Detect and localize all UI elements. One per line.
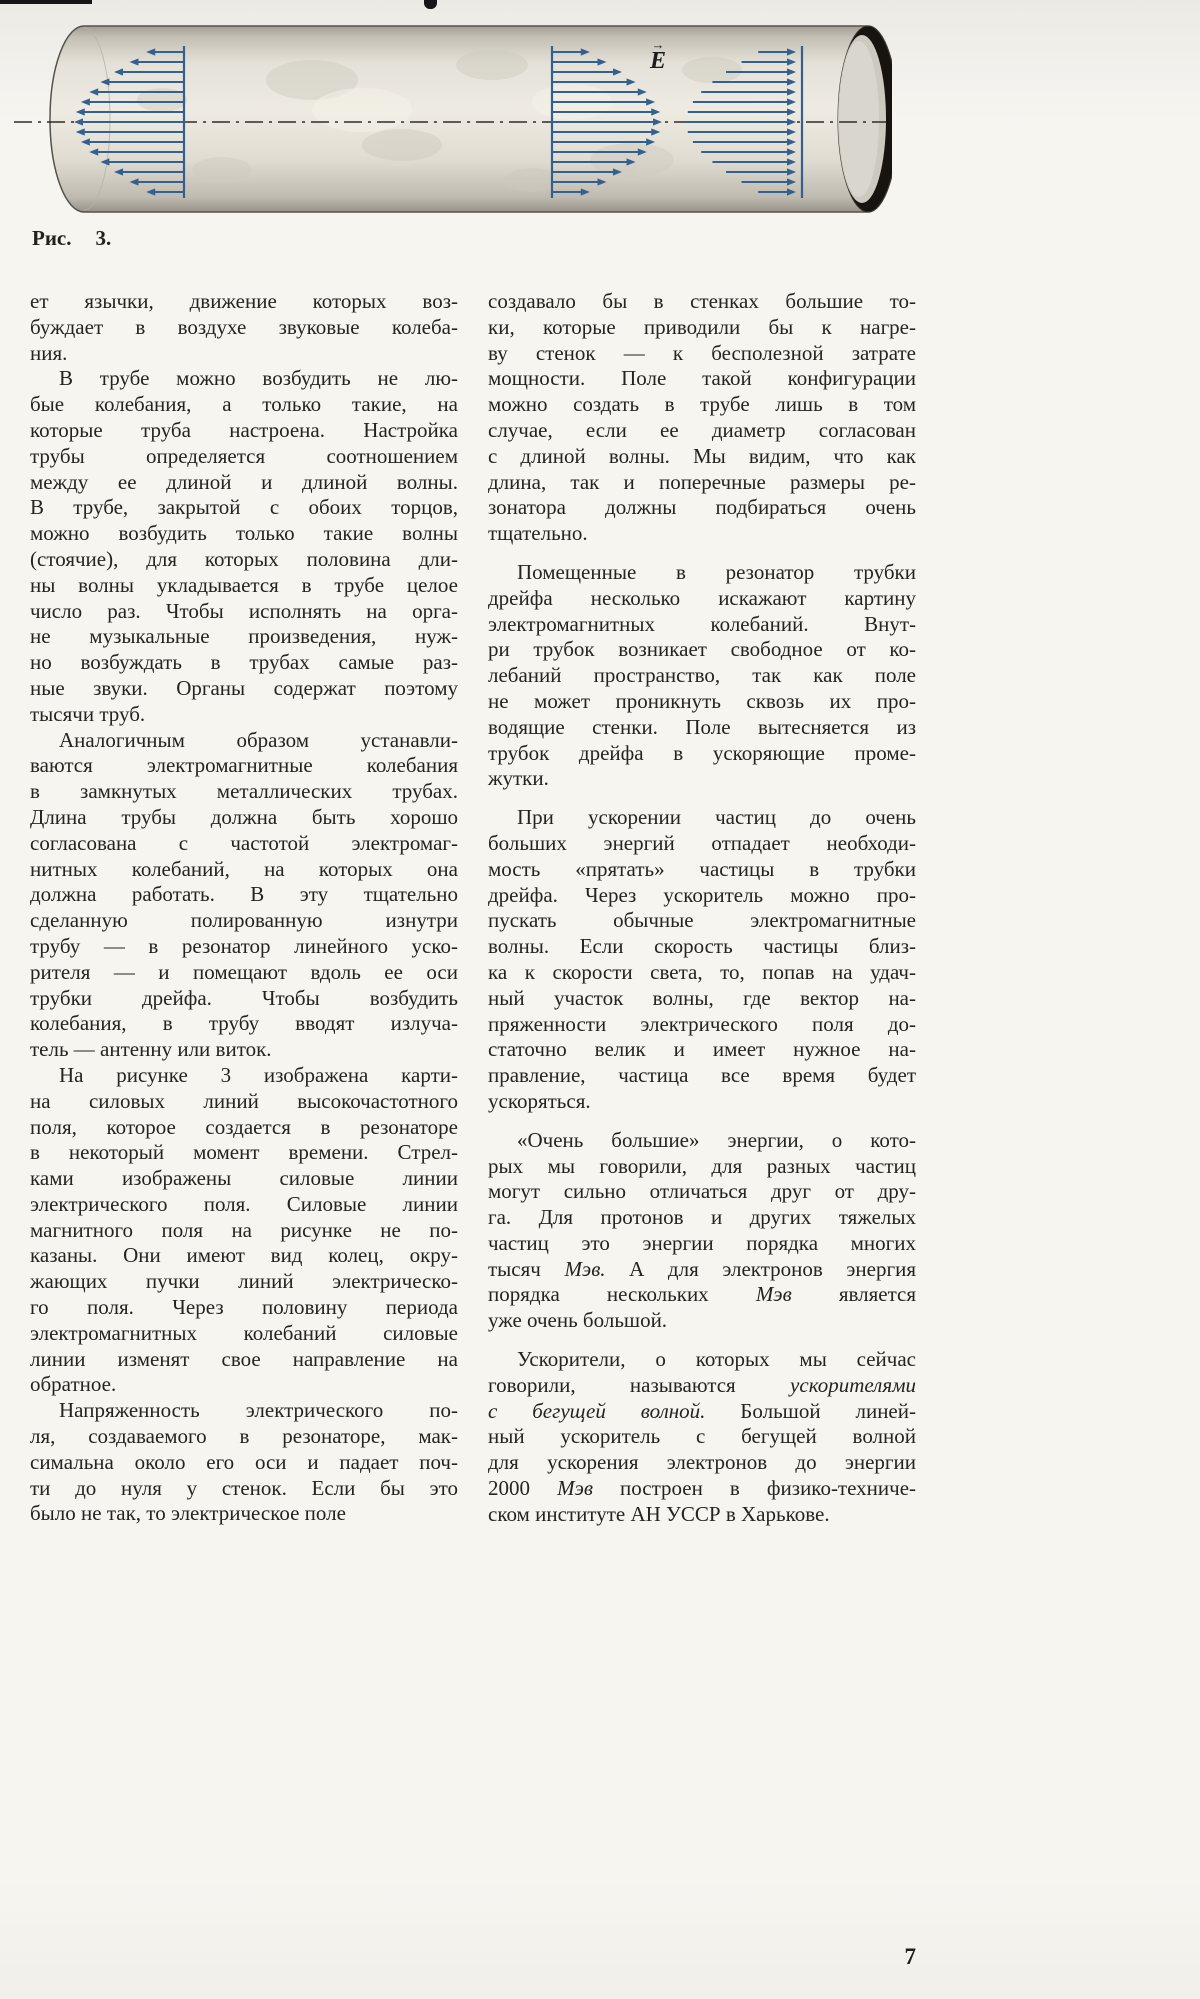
text-run: электромагнитных колебаний. Внут- [488, 611, 916, 636]
text-line [488, 560, 916, 586]
text-run: рителя — и помещают вдоль ее оси [30, 959, 458, 984]
text-line [488, 521, 916, 547]
text-run: казаны. Они имеют вид колец, окру- [30, 1243, 458, 1268]
text-line [488, 1373, 916, 1399]
text-line [30, 289, 458, 315]
text-line [488, 934, 916, 960]
text-run: га. Для протонов и других тяжелых [488, 1205, 916, 1230]
text-run: водящие стенки. Поле вытесняется из [488, 714, 916, 739]
text-line [488, 1012, 916, 1038]
text-run: ный участок волны, где вектор на- [488, 985, 916, 1010]
text-run: Большой линей- [705, 1398, 916, 1423]
text-line [30, 444, 458, 470]
text-run: При ускорении частиц до очень [517, 805, 916, 830]
text-run: должна работать. В эту тщательно [30, 882, 458, 907]
text-line [30, 960, 458, 986]
text-line [30, 1192, 458, 1218]
text-run: электрического поля. Силовые линии [30, 1191, 458, 1216]
text-line [30, 779, 458, 805]
text-run: электромагнитных колебаний силовые [30, 1320, 458, 1345]
text-line [488, 612, 916, 638]
text-line [488, 715, 916, 741]
text-run: буждает в воздухе звуковые колеба- [30, 314, 458, 339]
text-run: не музыкальные произведения, нуж- [30, 624, 458, 649]
text-line [488, 766, 916, 792]
text-line [30, 882, 458, 908]
text-line [30, 1243, 458, 1269]
text-run: тысячи труб. [30, 701, 146, 726]
text-run: с длиной волны. Мы видим, что как [488, 443, 916, 468]
paragraph [30, 289, 458, 366]
text-line [30, 1347, 458, 1373]
paragraph [30, 1063, 458, 1398]
text-line [30, 676, 458, 702]
paragraph [30, 1398, 458, 1527]
text-line [30, 753, 458, 779]
text-line [30, 986, 458, 1012]
text-line [488, 831, 916, 857]
text-run: не может проникнуть сквозь их про- [488, 688, 916, 713]
resonator-tube-figure [12, 10, 892, 224]
text-line [488, 1502, 916, 1528]
text-run: ные звуки. Органы содержат поэтому [30, 675, 458, 700]
text-line [488, 366, 916, 392]
text-line [30, 1011, 458, 1037]
text-run: статочно велик и имеет нужное на- [488, 1037, 916, 1062]
text-run: которые труба настроена. Настройка [30, 417, 458, 442]
text-run: но возбуждать в трубах самые раз- [30, 650, 458, 675]
text-run: ния. [30, 340, 68, 365]
text-line [488, 495, 916, 521]
text-run: создавало бы в стенках большие то- [488, 289, 916, 313]
text-run: магнитного поля на рисунке не по- [30, 1217, 458, 1242]
italic-text-run: Мэв. [564, 1256, 606, 1281]
text-column-right [488, 289, 916, 1528]
text-line [488, 883, 916, 909]
text-run: Аналогичным образом устанавли- [59, 727, 458, 752]
text-line [30, 1115, 458, 1141]
text-run: симальна около его оси и падает поч- [30, 1449, 458, 1474]
text-line [30, 1140, 458, 1166]
text-run: лебаний пространство, так как поле [488, 663, 916, 688]
text-line [30, 702, 458, 728]
text-line [30, 1218, 458, 1244]
text-line [488, 1476, 916, 1502]
figure-caption [32, 226, 111, 251]
text-run: 2000 [488, 1476, 558, 1501]
scan-artifact-top-left [0, 0, 92, 4]
vector-arrow-icon: → [651, 37, 665, 52]
text-run: трубу — в резонатор линейного уско- [30, 933, 458, 958]
text-line [488, 1063, 916, 1089]
text-run: жающих пучки линий электрическо- [30, 1269, 458, 1294]
text-line [488, 1450, 916, 1476]
text-run: дрейфа. Через ускоритель можно про- [488, 882, 916, 907]
text-run: дрейфа несколько искажают картину [488, 585, 916, 610]
paragraph [488, 560, 916, 792]
text-run: линии изменят свое направление на [30, 1346, 458, 1371]
text-run: между ее длиной и длиной волны. [30, 469, 458, 494]
text-line [30, 1398, 458, 1424]
text-run: ваются электромагнитные колебания [30, 753, 458, 778]
text-line [30, 521, 458, 547]
text-run: для ускорения электронов до энергии [488, 1450, 916, 1475]
text-run: жутки. [488, 766, 549, 791]
paragraph [488, 289, 916, 547]
text-line [488, 741, 916, 767]
text-run: ка к скорости света, то, попав на удач- [488, 959, 916, 984]
text-run: сделанную полированную изнутри [30, 908, 458, 933]
text-run: трубок дрейфа в ускоряющие проме- [488, 740, 916, 765]
text-run: случае, если ее диаметр согласован [488, 417, 916, 442]
text-run: Ускорители, о которых мы сейчас [517, 1347, 916, 1372]
paragraph [488, 1347, 916, 1528]
text-run: можно создать в трубе лишь в том [488, 392, 916, 417]
text-line [488, 444, 916, 470]
text-line [488, 289, 916, 315]
text-line [488, 1037, 916, 1063]
text-run: Длина трубы должна быть хорошо [30, 804, 458, 829]
text-line [30, 908, 458, 934]
italic-text-run: Мэв [755, 1282, 792, 1307]
text-line [488, 805, 916, 831]
text-run: в замкнутых металлических трубах. [30, 779, 458, 804]
text-line [30, 1424, 458, 1450]
paragraph [30, 728, 458, 1063]
text-run: нитных колебаний, на которых она [30, 856, 458, 881]
text-run: зонатора должны подбираться очень [488, 495, 916, 520]
text-run: обратное. [30, 1372, 117, 1397]
text-run: говорили, называются [488, 1372, 791, 1397]
text-run: «Очень большие» энергии, о кото- [517, 1127, 916, 1152]
text-run: го поля. Через половину периода [30, 1295, 458, 1320]
text-run: пускать обычные электромагнитные [488, 908, 916, 933]
text-run: Помещенные в резонатор трубки [517, 559, 916, 584]
text-line [488, 341, 916, 367]
text-run: было не так, то электрическое поле [30, 1501, 346, 1526]
text-line [30, 366, 458, 392]
text-run: правление, частица все время будет [488, 1063, 916, 1088]
italic-text-run: ускорителями [790, 1372, 916, 1397]
text-line [488, 470, 916, 496]
text-line [488, 1089, 916, 1115]
text-run: ти до нуля у стенок. Если бы это [30, 1475, 458, 1500]
text-line [30, 1372, 458, 1398]
text-line [30, 1269, 458, 1295]
text-line [488, 586, 916, 612]
text-line [488, 315, 916, 341]
text-run: пряженности электрического поля до- [488, 1011, 916, 1036]
text-line [30, 624, 458, 650]
text-run: тысяч [488, 1256, 565, 1281]
text-line [488, 392, 916, 418]
text-line [488, 637, 916, 663]
text-line [30, 1321, 458, 1347]
text-line [30, 805, 458, 831]
text-line [30, 1476, 458, 1502]
text-run: рых мы говорили, для разных частиц [488, 1153, 916, 1178]
text-run: ны волны укладывается в трубе целое [30, 572, 458, 597]
text-line [488, 857, 916, 883]
scan-artifact-top-center [424, 0, 437, 9]
text-line [30, 650, 458, 676]
text-line [488, 1424, 916, 1450]
text-run: ском институте АН УССР в Харькове. [488, 1501, 830, 1526]
text-run: волны. Если скорость частицы близ- [488, 934, 916, 959]
italic-text-run: с бегущей волной. [488, 1398, 706, 1423]
text-run: ускоряться. [488, 1088, 591, 1113]
paragraph [488, 1128, 916, 1334]
text-run: является [791, 1282, 916, 1307]
text-line [488, 1154, 916, 1180]
text-run: ри трубок возникает свободное от ко- [488, 637, 916, 662]
text-run: поля, которое создается в резонаторе [30, 1114, 458, 1139]
text-run: колебания, в трубу вводят излуча- [30, 1011, 458, 1036]
text-run: ля, создаваемого в резонаторе, мак- [30, 1424, 458, 1449]
text-run: тщательно. [488, 521, 588, 546]
text-run: в некоторый момент времени. Стрел- [30, 1140, 458, 1165]
text-column-left [30, 289, 458, 1527]
text-line [30, 418, 458, 444]
text-line [30, 934, 458, 960]
italic-text-run: Мэв [557, 1476, 593, 1501]
text-run: мощности. Поле такой конфигурации [488, 366, 916, 391]
text-run: частиц это энергии порядка многих [488, 1230, 916, 1255]
text-line [30, 1063, 458, 1089]
text-run: ный ускоритель с бегущей волной [488, 1424, 916, 1449]
text-line [30, 315, 458, 341]
figure-3 [12, 10, 892, 224]
paragraph [30, 366, 458, 727]
text-run: Напряженность электрического по- [59, 1398, 458, 1423]
paragraph [488, 805, 916, 1115]
text-line [30, 1295, 458, 1321]
text-run: ки, которые приводили бы к нагре- [488, 314, 916, 339]
text-line [488, 689, 916, 715]
text-run: уже очень большой. [488, 1308, 668, 1333]
text-line [488, 986, 916, 1012]
text-run: В трубе можно возбудить не лю- [59, 366, 458, 391]
text-line [30, 495, 458, 521]
text-run: построен в физико-техниче- [592, 1476, 917, 1501]
text-line [30, 547, 458, 573]
text-run: длина, так и поперечные размеры ре- [488, 469, 916, 494]
text-line [30, 392, 458, 418]
text-line [30, 1089, 458, 1115]
text-run: ет язычки, движение которых воз- [30, 289, 458, 313]
text-line [30, 857, 458, 883]
text-line [488, 663, 916, 689]
text-line [30, 728, 458, 754]
text-line [30, 599, 458, 625]
text-run: можно возбудить только такие волны [30, 521, 458, 546]
text-run: больших энергий отпадает необходи- [488, 830, 916, 855]
text-run: порядка нескольких [488, 1282, 756, 1307]
text-run: трубки дрейфа. Чтобы возбудить [30, 985, 458, 1010]
text-run: тель — антенну или виток. [30, 1037, 272, 1062]
text-line [30, 573, 458, 599]
text-run: ву стенок — к бесполезной затрате [488, 340, 916, 365]
text-run: ками изображены силовые линии [30, 1166, 458, 1191]
text-line [30, 470, 458, 496]
text-run: В трубе, закрытой с обоих торцов, [30, 495, 458, 520]
text-line [488, 1399, 916, 1425]
text-run: А для электронов энергия [605, 1256, 916, 1281]
text-run: бые колебания, а только такие, на [30, 392, 458, 417]
text-line [488, 1308, 916, 1334]
text-line [488, 1347, 916, 1373]
text-run: (стоячие), для которых половина дли- [30, 546, 458, 571]
text-line [488, 960, 916, 986]
page-number: 7 [904, 1944, 916, 1969]
text-line [488, 418, 916, 444]
text-run: трубы определяется соотношением [30, 443, 458, 468]
text-line [488, 1231, 916, 1257]
text-line [488, 1205, 916, 1231]
text-line [488, 1257, 916, 1283]
text-line [30, 831, 458, 857]
text-run: число раз. Чтобы исполнять на орга- [30, 598, 458, 623]
figure-caption-label: Рис. [32, 226, 72, 250]
text-run: На рисунке 3 изображена карти- [59, 1062, 458, 1087]
text-run: на силовых линий высокочастотного [30, 1088, 458, 1113]
e-field-vector-label [650, 37, 667, 74]
text-line [30, 1037, 458, 1063]
text-line [488, 908, 916, 934]
text-line [488, 1179, 916, 1205]
text-run: согласована с частотой электромаг- [30, 830, 458, 855]
figure-caption-number: 3. [95, 226, 112, 250]
text-run: мость «прятать» частицы в трубки [488, 856, 916, 881]
text-line [30, 341, 458, 367]
text-line [488, 1128, 916, 1154]
text-run: могут сильно отличаться друг от дру- [488, 1179, 916, 1204]
e-field-letter: E [650, 48, 667, 74]
tube-inner-wall-light [839, 41, 879, 197]
text-line [30, 1501, 458, 1527]
text-line [30, 1166, 458, 1192]
text-line [488, 1282, 916, 1308]
text-line [30, 1450, 458, 1476]
